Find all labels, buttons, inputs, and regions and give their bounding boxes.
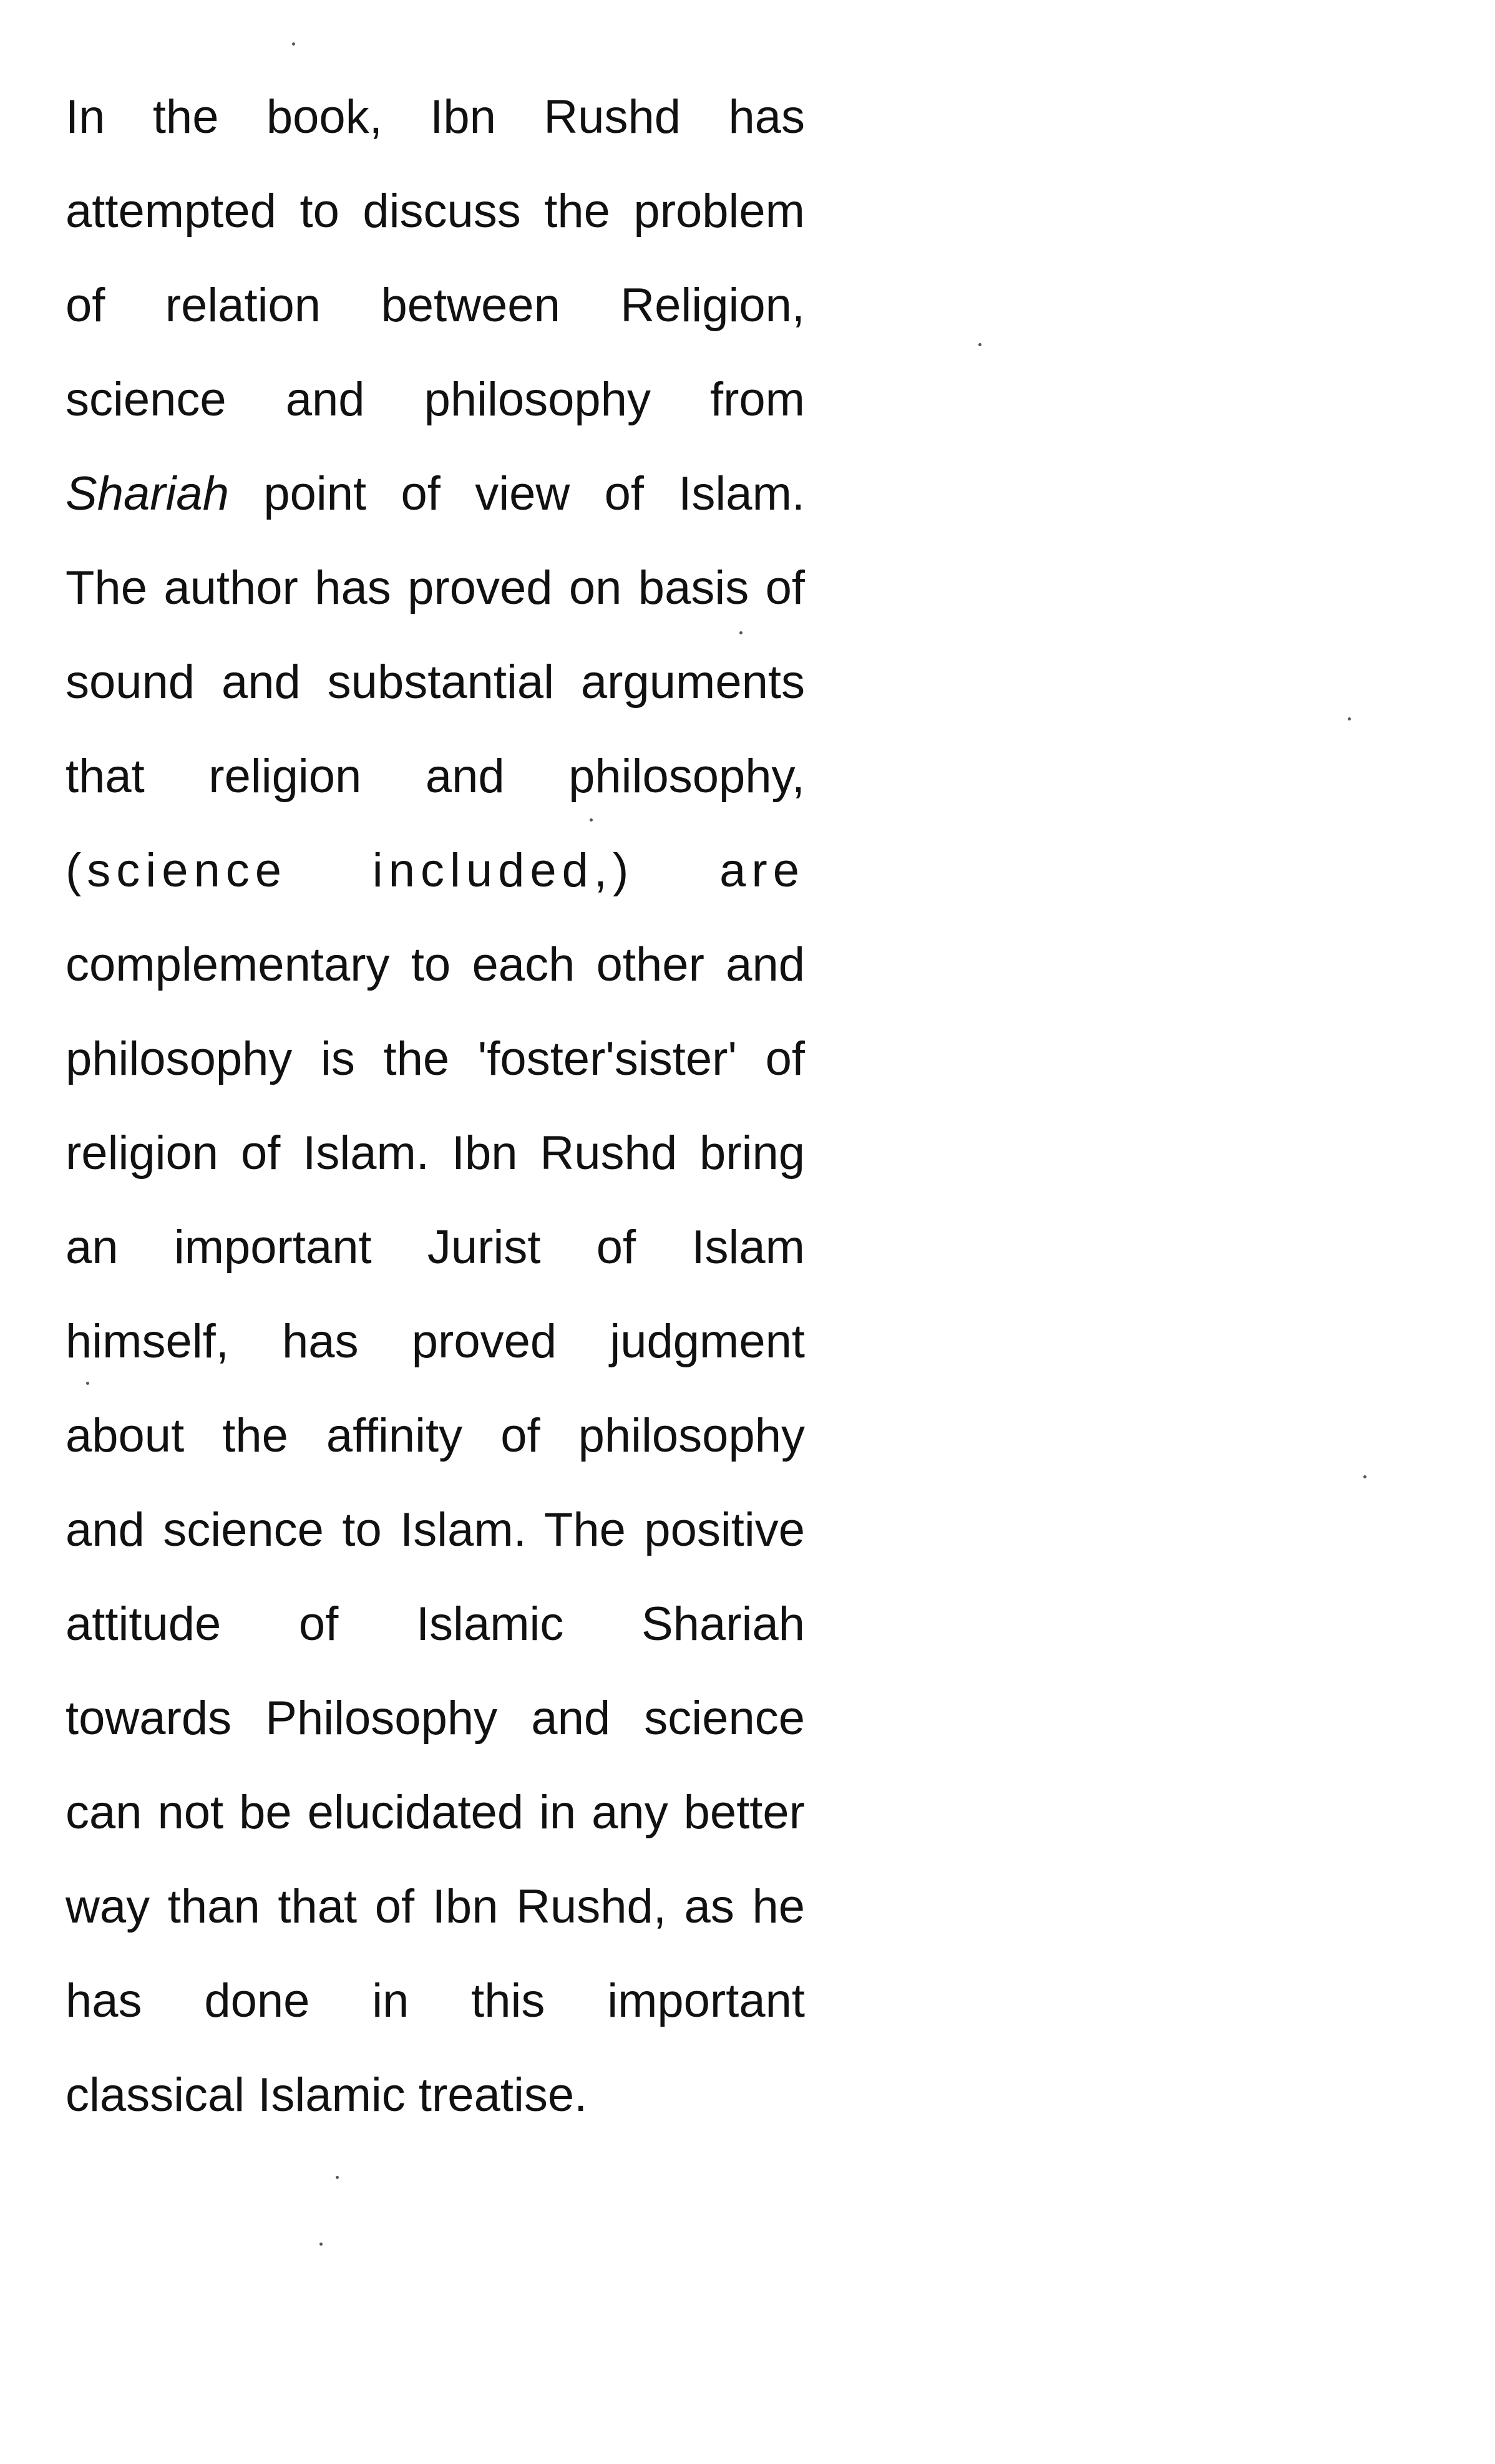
scan-speck: [590, 818, 593, 822]
text-line: has done in this important: [66, 1974, 805, 2027]
text-line: (science included,) are: [66, 844, 805, 897]
text-line: science and philosophy from: [66, 373, 805, 426]
scan-speck: [1348, 717, 1351, 720]
scan-speck: [336, 2176, 339, 2179]
text-line: sound and substantial arguments: [66, 656, 805, 709]
scan-speck: [739, 631, 743, 634]
scan-speck: [319, 2243, 323, 2246]
text-line: an important Jurist of Islam: [66, 1221, 805, 1274]
scan-speck: [978, 343, 981, 346]
text-line: classical Islamic treatise.: [66, 2069, 588, 2122]
text-line: attempted to discuss the problem: [66, 185, 805, 238]
text-line: philosophy is the 'foster'sister' of: [66, 1032, 805, 1085]
scan-speck: [1363, 1475, 1366, 1478]
scan-speck: [292, 42, 295, 46]
text-line: The author has proved on basis of: [66, 561, 805, 614]
text-line: way than that of Ibn Rushd, as he: [66, 1880, 805, 1933]
text-line: attitude of Islamic Shariah: [66, 1598, 805, 1651]
text-line: can not be elucidated in any better: [66, 1786, 805, 1839]
text-line: and science to Islam. The positive: [66, 1503, 805, 1556]
text-line: In the book, Ibn Rushd has: [66, 90, 805, 143]
scan-speck: [86, 1382, 89, 1385]
text-line: religion of Islam. Ibn Rushd bring: [66, 1127, 805, 1180]
text-line-remainder: point of view of Islam.: [228, 467, 805, 520]
text-line: towards Philosophy and science: [66, 1692, 805, 1745]
text-line: himself, has proved judgment: [66, 1315, 805, 1368]
text-line: complementary to each other and: [66, 938, 805, 991]
text-line: of relation between Religion,: [66, 279, 805, 332]
text-line: about the affinity of philosophy: [66, 1409, 805, 1462]
body-paragraph: [66, 70, 805, 2142]
italic-term: Shariah: [66, 467, 229, 520]
text-line: [66, 447, 805, 541]
text-line: that religion and philosophy,: [66, 750, 805, 803]
